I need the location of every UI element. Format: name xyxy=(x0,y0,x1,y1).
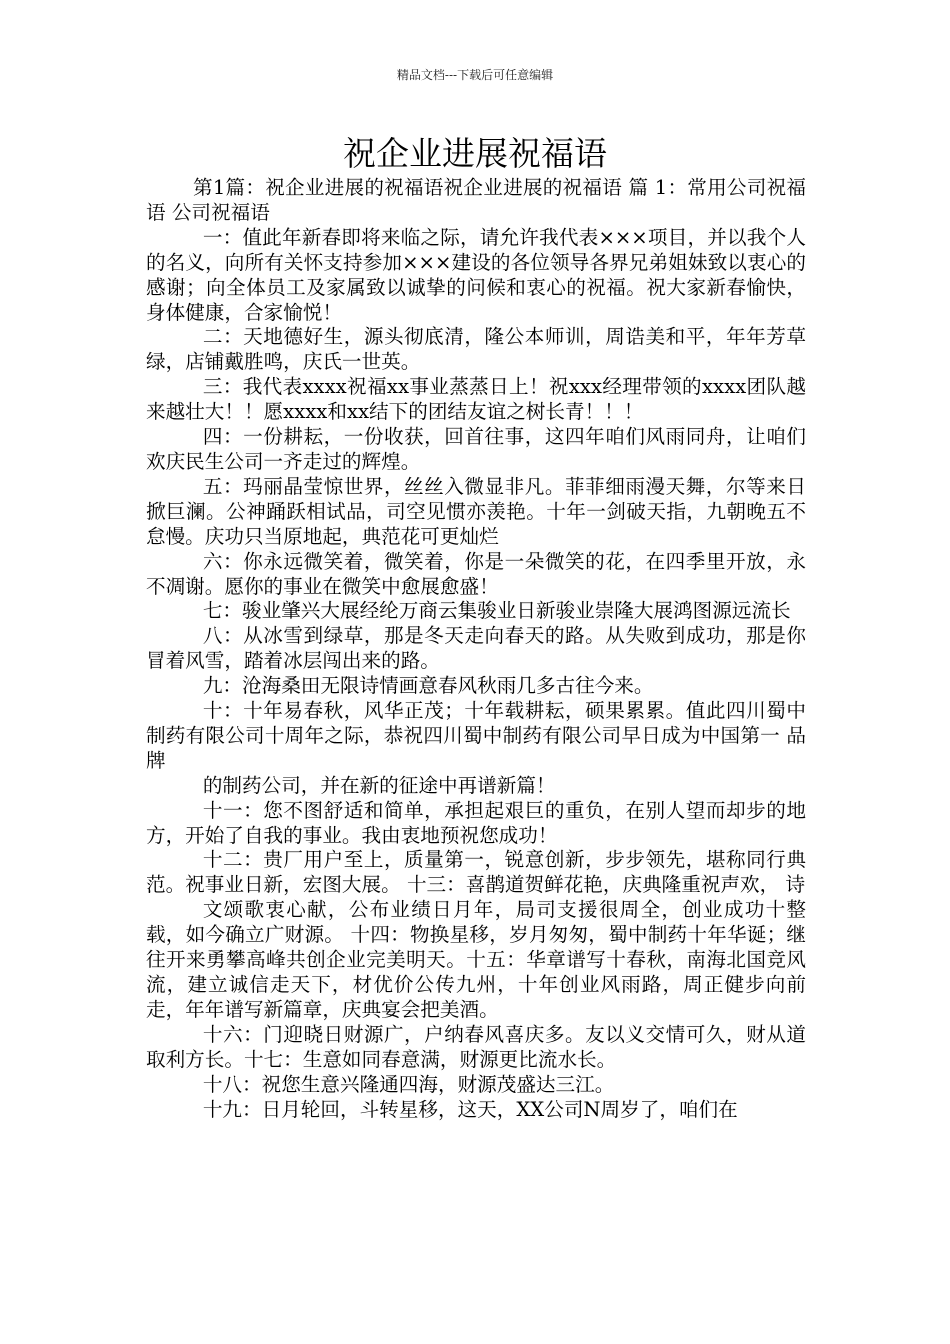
paragraph: 四：一份耕耘，一份收获，回首往事，这四年咱们风雨同舟，让咱们欢庆民生公司一齐走过的辉煌。 xyxy=(146,425,806,473)
paragraph: 第1篇：祝企业进展的祝福语祝企业进展的祝福语 篇 1：常用公司祝福语 公司祝福语 xyxy=(146,176,806,224)
paragraph: 十八：祝您生意兴隆通四海，财源茂盛达三江。 xyxy=(202,1072,615,1096)
paragraph: 十六：门迎晓日财源广，户纳春风喜庆多。友以义交情可久，财从道取利方长。十七：生意如同春意满，财源更比流水长。 xyxy=(146,1022,806,1071)
document-title: 祝企业进展祝福语 xyxy=(343,134,607,173)
paragraph: 九：沧海桑田无限诗情画意春风秋雨几多古往今来。 xyxy=(202,674,654,698)
paragraph: 六：你永远微笑着，微笑着，你是一朵微笑的花，在四季里开放，永不凋谢。愿你的事业在微笑中愈展愈盛！ xyxy=(146,549,806,598)
paragraph: 的制药公司，并在新的征途中再谱新篇！ xyxy=(202,773,556,797)
paragraph: 十二：贵厂用户至上，质量第一，锐意创新，步步领先，堪称同行典范。祝事业日新，宏图大展。 十三：喜鹊道贺鲜花艳，庆典隆重祝声欢， 诗 xyxy=(146,848,806,897)
paragraph: 十一：您不图舒适和简单，承担起艰巨的重负，在别人望而却步的地方，开始了自我的事业。我由衷地预祝您成功！ xyxy=(146,798,806,847)
paragraph: 三：我代表xxxx祝福xx事业蒸蒸日上！祝xxx经理带领的xxxx团队越来越壮大！！愿xxxx和xx结下的团结友谊之树长青！！！ xyxy=(146,375,806,424)
paragraph: 一：值此年新春即将来临之际，请允许我代表×××项目，并以我个人的名义，向所有关怀支持参加×××建设的各位领导各界兄弟姐妹致以衷心的感谢；向全体员工及家属致以诚挚的问候和衷心的祝福。祝大家新春愉快，身体健康，合家愉悦！ xyxy=(146,225,806,324)
paragraph: 八：从冰雪到绿草，那是冬天走向春天的路。从失败到成功，那是你冒着风雪，踏着冰层闯出来的路。 xyxy=(146,624,806,673)
paragraph: 二：天地德好生，源头彻底清，隆公本师训，周诰美和平，年年芳草绿，店铺戴胜鸣，庆氏一世英。 xyxy=(146,325,806,374)
paragraph: 文颂歌衷心献，公布业绩日月年，局司支援很周全，创业成功十整载，如今确立广财源。 十四：物换星移，岁月匆匆，蜀中制药十年华诞；继往开来勇攀高峰共创企业完美明天。十五：华章谱写十春秋，南海北国竞风流，建立诚信走天下，材优价公传九州，十年创业风雨路，周正健步向前走，年年谱写新篇章，庆典宴会把美酒。 xyxy=(146,898,806,1021)
paragraph: 七：骏业肇兴大展经纶万商云集骏业日新骏业崇隆大展鸿图源远流长 xyxy=(202,599,791,623)
document-body xyxy=(146,176,806,1122)
paragraph: 十九：日月轮回，斗转星移，这天，XX公司N周岁了，咱们在 xyxy=(202,1097,738,1121)
paragraph: 五：玛丽晶莹惊世界，丝丝入微显非凡。菲菲细雨漫天舞，尔等来日掀巨澜。公神踊跃相试品，司空见惯亦羡艳。十年一剑破天指，九朝晚五不怠慢。庆功只当原地起，典范花可更灿烂 xyxy=(146,474,806,548)
header-note: 精品文档---下载后可任意编辑 xyxy=(396,68,554,82)
paragraph: 十：十年易春秋，风华正茂；十年载耕耘，硕果累累。值此四川蜀中制药有限公司十周年之际，恭祝四川蜀中制药有限公司早日成为中国第一 品牌 xyxy=(146,699,806,772)
